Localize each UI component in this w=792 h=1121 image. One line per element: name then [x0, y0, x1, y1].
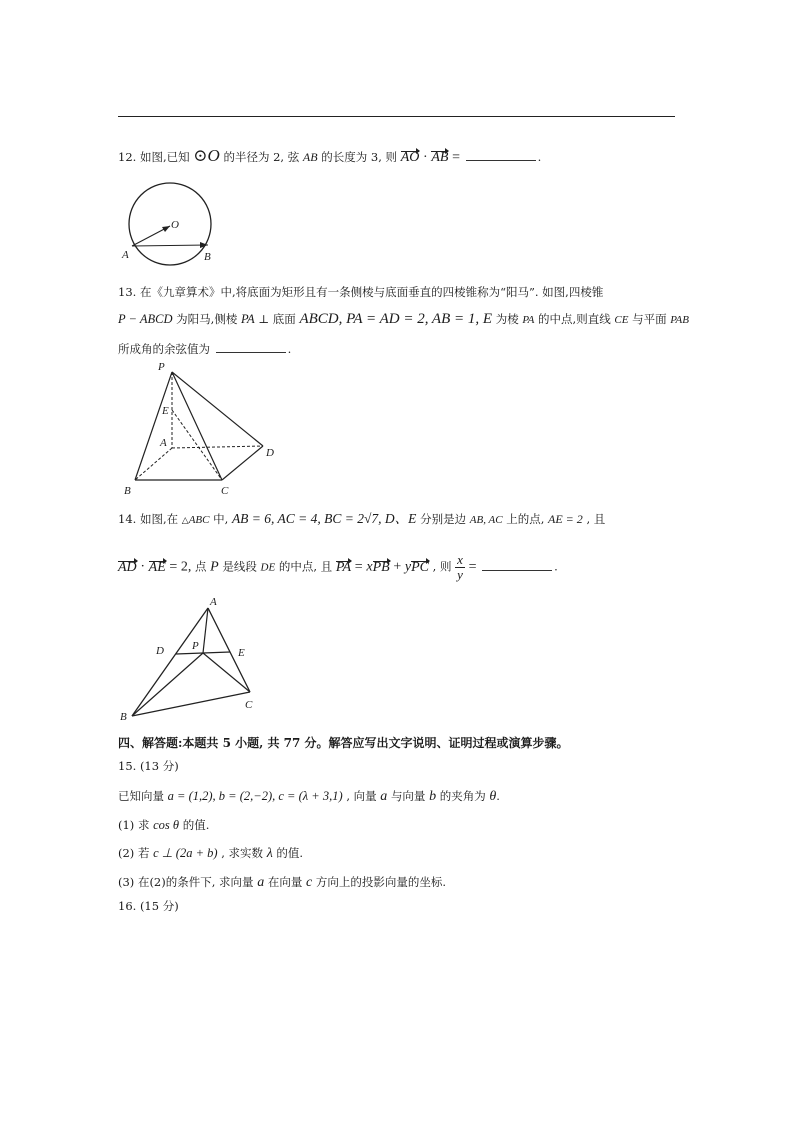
q12-number: 12.: [118, 150, 137, 164]
vector-AE: AE: [148, 559, 166, 575]
question-15-part-3: (3) 在(2)的条件下, 求向量 a 在向量 c 方向上的投影向量的坐标.: [118, 875, 447, 890]
vector-PC: PC: [411, 559, 429, 575]
question-15-part-1: (1) 求 cos θ 的值.: [118, 818, 210, 832]
fig13-label-D: D: [266, 447, 274, 459]
question-14-line-1: 14. 如图,在 △ABC 中, AB = 6, AC = 4, BC = 2√7, D、E 分别是边 AB, AC 上的点, AE = 2 , 且: [118, 511, 606, 526]
header-rule: [118, 116, 675, 117]
question-15-header: 15. (13 分): [118, 759, 179, 773]
vector-PA: PA: [335, 559, 352, 575]
section-4-title: 四、解答题:本题共 5 小题, 共 77 分。解答应写出文字说明、证明过程或演算步骤。: [118, 736, 569, 750]
question-14-line-2: AD · AE = 2, 点 P 是线段 DE 的中点, 且 PA = xPB + yPC , 则 $\frac{x}{y}$ = .: [118, 552, 558, 582]
q13-text: 在《九章算术》中,将底面为矩形且有一条侧棱与底面垂直的四棱锥称为“阳马”. 如图,四棱锥: [139, 285, 604, 299]
fig14-label-A: A: [210, 596, 217, 608]
question-13-line-1: 13. 在《九章算术》中,将底面为矩形且有一条侧棱与底面垂直的四棱锥称为“阳马”. 如图,四棱锥: [118, 285, 604, 299]
question-15-part-2: (2) 若 c ⊥ (2a + b) , 求实数 λ 的值.: [118, 846, 304, 861]
question-16-header: 16. (15 分): [118, 899, 179, 913]
vector-AO: AO: [400, 150, 420, 165]
fig13-label-C: C: [221, 485, 229, 497]
figure-13-pyramid: [118, 360, 278, 500]
dot-operator: ·: [423, 150, 428, 165]
fig14-label-E: E: [238, 647, 245, 659]
figure-12-circle: [118, 182, 228, 272]
answer-blank-13[interactable]: [216, 341, 286, 353]
fig12-label-B: B: [204, 251, 211, 263]
q12-text: 如图,已知: [139, 150, 190, 164]
question-15-given: 已知向量 a = (1,2), b = (2,−2), c = (λ + 3,1) , 向量 a 与向量 b 的夹角为 θ.: [118, 789, 500, 804]
circle-symbol: ⊙: [193, 146, 208, 166]
q15-vectors: a = (1,2), b = (2,−2), c = (λ + 3,1): [167, 789, 343, 803]
q12-text-3: 的长度为 3, 则: [321, 150, 398, 164]
vector-AB: AB: [431, 150, 449, 165]
q13-pyramid: P − ABCD: [118, 312, 173, 326]
vector-AD: AD: [118, 559, 137, 575]
fig14-label-C: C: [245, 699, 253, 711]
fig12-label-A: A: [122, 249, 129, 261]
question-12: 12. 如图,已知 ⊙O 的半径为 2, 弦 AB 的长度为 3, 则 AO · AB = .: [118, 146, 542, 166]
q12-chord: AB: [302, 150, 318, 164]
fig14-label-P: P: [192, 640, 199, 652]
answer-blank-12[interactable]: [466, 149, 536, 161]
fig14-label-D: D: [156, 645, 164, 657]
fig14-label-B: B: [120, 711, 127, 723]
fig13-label-P: P: [158, 361, 165, 373]
fig13-label-B: B: [124, 485, 131, 497]
question-13-line-3: 所成角的余弦值为 .: [118, 342, 292, 356]
figure-14-triangle: [118, 592, 268, 724]
fig13-label-E: E: [162, 405, 169, 417]
q13-conditions: ABCD, PA = AD = 2, AB = 1, E: [299, 311, 493, 327]
q14-conditions: AB = 6, AC = 4, BC = 2√7, D、E: [231, 511, 417, 526]
fraction-x-over-y: $\frac{x}{y}$: [457, 552, 463, 582]
q12-center: O: [207, 146, 220, 165]
question-13-line-2: P − ABCD 为阳马,侧棱 PA ⊥ 底面 ABCD, PA = AD = 2, AB = 1, E 为棱 PA 的中点,则直线 CE 与平面 PAB: [118, 311, 689, 327]
q12-text-2: 的半径为 2, 弦: [223, 150, 300, 164]
fig13-label-A: A: [160, 437, 167, 449]
fig12-label-O: O: [171, 219, 179, 231]
vector-PB: PB: [372, 559, 390, 575]
answer-blank-14[interactable]: [482, 559, 552, 571]
equals-sign: =: [452, 150, 461, 165]
